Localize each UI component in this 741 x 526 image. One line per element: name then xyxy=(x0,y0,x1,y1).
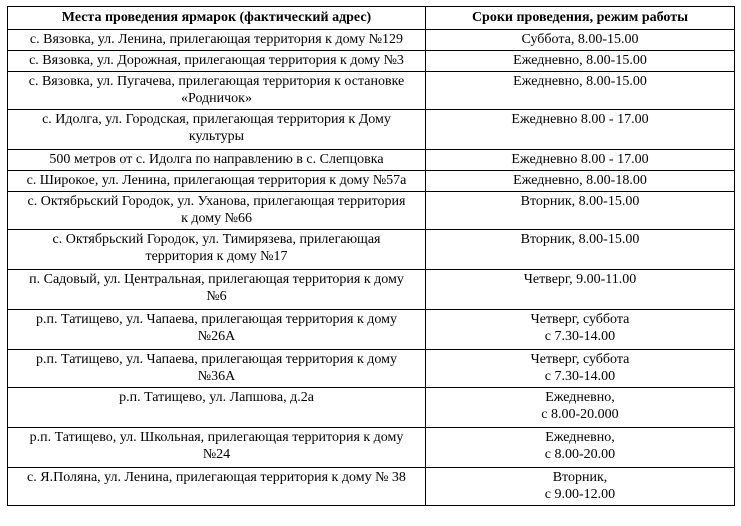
place-text-line: с. Широкое, ул. Ленина, прилегающая территория к дому №57а xyxy=(26,173,407,188)
header-schedule: Сроки проведения, режим работы xyxy=(426,7,735,30)
cell-schedule xyxy=(426,171,735,192)
place-text-line: п. Садовый, ул. Центральная, прилегающая территория к дому xyxy=(29,272,404,287)
table-row xyxy=(8,110,735,150)
place-text-line: №36А xyxy=(197,369,236,384)
schedule-text-line: Суббота, 8.00-15.00 xyxy=(521,32,639,47)
cell-schedule xyxy=(426,30,735,51)
place-text-line: 500 метров от с. Идолга по направлению в с. Слепцовка xyxy=(49,152,384,167)
schedule-text-line: Ежедневно, 8.00-18.00 xyxy=(513,173,647,188)
cell-place xyxy=(8,51,426,72)
cell-schedule xyxy=(426,192,735,230)
schedule-text-line: с 8.00-20.00 xyxy=(544,447,616,462)
place-text-line: с. Я.Поляна, ул. Ленина, прилегающая территория к дому № 38 xyxy=(27,470,406,485)
schedule-text-line: с 9.00-12.00 xyxy=(544,487,616,502)
cell-place xyxy=(8,72,426,110)
table-row xyxy=(8,72,735,110)
table-row xyxy=(8,270,735,310)
table-row xyxy=(8,310,735,350)
place-text-line: территория к дому №17 xyxy=(145,249,288,264)
cell-schedule xyxy=(426,51,735,72)
table-row xyxy=(8,192,735,230)
schedule-text-line: с 8.00-20.000 xyxy=(541,407,619,422)
cell-place xyxy=(8,468,426,506)
cell-schedule xyxy=(426,428,735,468)
place-text-line: с. Вязовка, ул. Дорожная, прилегающая территория к дому №3 xyxy=(29,53,404,68)
place-text-line: культуры xyxy=(188,129,245,144)
cell-place xyxy=(8,110,426,150)
cell-place xyxy=(8,350,426,388)
schedule-text-line: Ежедневно, 8.00-15.00 xyxy=(513,74,647,89)
place-text-line: с. Идолга, ул. Городская, прилегающая территория к Дому xyxy=(42,112,391,127)
table-row xyxy=(8,428,735,468)
schedule-text-line: с 7.30-14.00 xyxy=(544,329,616,344)
cell-place xyxy=(8,388,426,428)
schedule-text-line: Вторник, 8.00-15.00 xyxy=(520,232,640,247)
schedule-text-line: Ежедневно, xyxy=(545,430,615,445)
schedule-text-line: Ежедневно 8.00 - 17.00 xyxy=(511,112,649,127)
table-row xyxy=(8,468,735,506)
place-text-line: р.п. Татищево, ул. Чапаева, прилегающая территория к дому xyxy=(36,312,397,327)
cell-place xyxy=(8,150,426,171)
schedule-text-line: Вторник, 8.00-15.00 xyxy=(520,194,640,209)
header-place: Места проведения ярмарок (фактический адрес) xyxy=(8,7,426,30)
schedule-text-line: Ежедневно 8.00 - 17.00 xyxy=(511,152,649,167)
place-text-line: с. Вязовка, ул. Ленина, прилегающая территория к дому №129 xyxy=(29,32,404,47)
cell-schedule xyxy=(426,468,735,506)
cell-place xyxy=(8,310,426,350)
table-header-row xyxy=(8,7,735,30)
cell-place xyxy=(8,270,426,310)
place-text-line: р.п. Татищево, ул. Лапшова, д.2а xyxy=(119,390,314,405)
cell-place xyxy=(8,30,426,51)
table-row xyxy=(8,171,735,192)
cell-schedule xyxy=(426,72,735,110)
cell-place xyxy=(8,230,426,270)
cell-schedule xyxy=(426,230,735,270)
cell-schedule xyxy=(426,388,735,428)
place-text-line: с. Октябрьский Городок, ул. Уханова, прилегающая территория xyxy=(27,194,406,209)
table-row xyxy=(8,230,735,270)
place-text-line: с. Вязовка, ул. Пугачева, прилегающая территория к остановке xyxy=(28,74,405,89)
table-row xyxy=(8,51,735,72)
place-text-line: №26А xyxy=(197,329,236,344)
cell-place xyxy=(8,428,426,468)
schedule-text-line: Четверг, суббота xyxy=(530,352,630,367)
place-text-line: №6 xyxy=(206,289,227,304)
table-row xyxy=(8,30,735,51)
cell-schedule xyxy=(426,150,735,171)
cell-schedule xyxy=(426,270,735,310)
table-body xyxy=(8,30,735,506)
table-row xyxy=(8,350,735,388)
place-text-line: с. Октябрьский Городок, ул. Тимирязева, прилегающая xyxy=(52,232,381,247)
place-text-line: «Родничок» xyxy=(181,91,252,106)
place-text-line: к дому №66 xyxy=(181,211,252,226)
schedule-text-line: Ежедневно, xyxy=(545,390,615,405)
cell-place xyxy=(8,171,426,192)
fair-locations-table xyxy=(7,6,735,506)
place-text-line: р.п. Татищево, ул. Чапаева, прилегающая территория к дому xyxy=(36,352,397,367)
table-row xyxy=(8,388,735,428)
place-text-line: р.п. Татищево, ул. Школьная, прилегающая территория к дому xyxy=(29,430,404,445)
place-text-line: №24 xyxy=(202,447,231,462)
cell-schedule xyxy=(426,350,735,388)
cell-schedule xyxy=(426,110,735,150)
schedule-text-line: Ежедневно, 8.00-15.00 xyxy=(513,53,647,68)
schedule-text-line: Вторник, xyxy=(552,470,608,485)
cell-place xyxy=(8,192,426,230)
cell-schedule xyxy=(426,310,735,350)
schedule-text-line: Четверг, 9.00-11.00 xyxy=(523,272,637,287)
table-row xyxy=(8,150,735,171)
schedule-text-line: Четверг, суббота xyxy=(530,312,630,327)
schedule-text-line: с 7.30-14.00 xyxy=(544,369,616,384)
